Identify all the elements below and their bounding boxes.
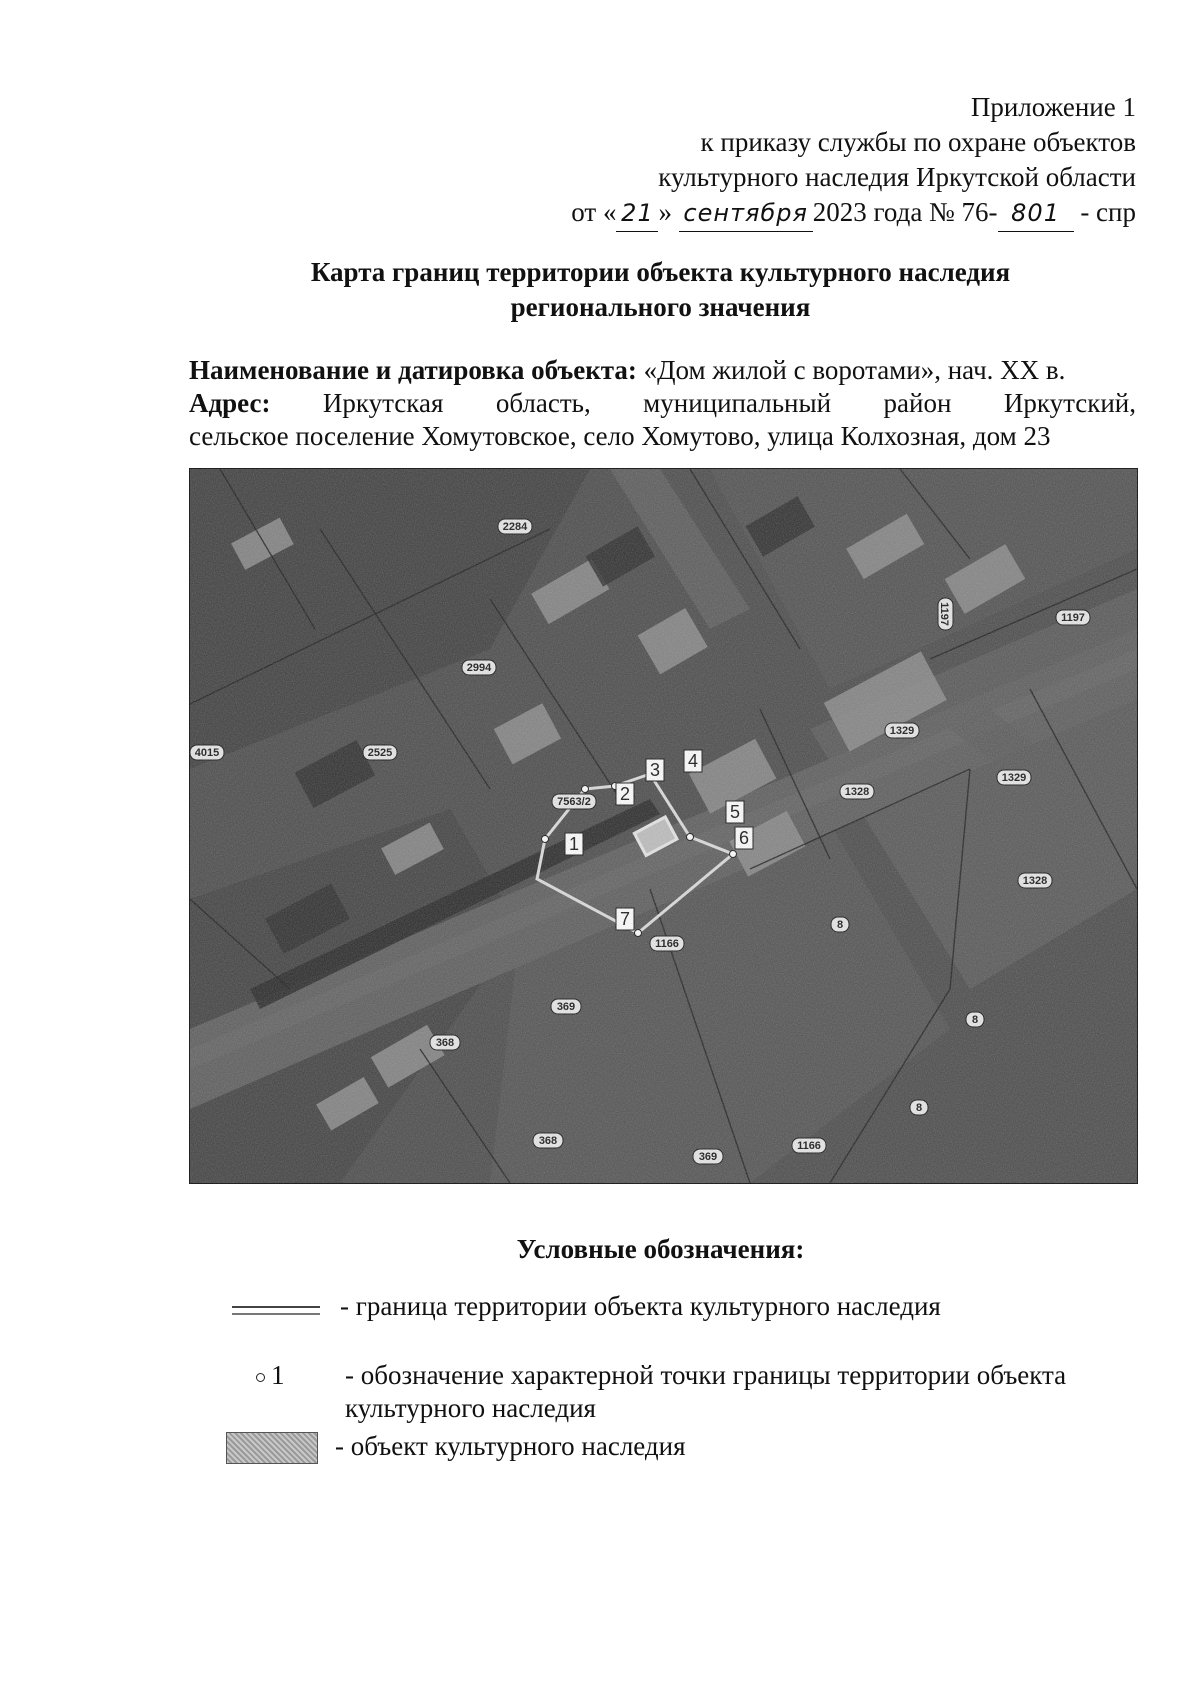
title-line-1: Карта границ территории объекта культурного наследия — [310, 257, 1011, 287]
order-authority: культурного наследия Иркутской области — [658, 162, 1136, 192]
aerial-map — [189, 468, 1138, 1184]
order-month: сентября — [679, 196, 813, 232]
heritage-object-swatch — [226, 1432, 318, 1464]
order-reference: к приказу службы по охране объектов — [700, 127, 1136, 157]
legend-point-text — [345, 1359, 1066, 1425]
appendix-label: Приложение 1 — [970, 92, 1136, 122]
order-year: 2023 года № 76- — [812, 197, 998, 227]
date-mid: » — [658, 197, 672, 227]
address-word: район — [883, 388, 952, 418]
point-symbol — [256, 1359, 285, 1392]
document-header — [571, 90, 1136, 232]
point-symbol-number: 1 — [271, 1360, 285, 1390]
boundary-line-symbol — [232, 1306, 320, 1315]
map-image — [190, 469, 1137, 1183]
legend-point-line-1: - обозначение характерной точки границы территории объекта — [345, 1360, 1067, 1390]
address-word: область, — [495, 388, 591, 418]
legend-object-text: - объект культурного наследия — [335, 1431, 686, 1461]
order-day: 21 — [616, 196, 658, 232]
address-word: муниципальный — [643, 388, 832, 418]
object-name-value: «Дом жилой с воротами», нач. XX в. — [643, 355, 1066, 385]
order-number: 801 — [998, 196, 1074, 232]
object-name-label: Наименование и датировка объекта: — [189, 355, 637, 385]
order-suffix: - спр — [1080, 197, 1136, 227]
address-line-2: сельское поселение Хомутовское, село Хомутово, улица Колхозная, дом 23 — [189, 421, 1051, 451]
object-info — [189, 354, 1136, 453]
title-line-2: регионального значения — [510, 292, 811, 322]
address-word: Иркутский, — [1003, 388, 1136, 418]
legend-boundary-text: - граница территории объекта культурного наследия — [340, 1291, 941, 1321]
point-dot-icon — [256, 1373, 265, 1382]
address-word: Иркутская — [322, 388, 444, 418]
order-date-line — [571, 195, 1136, 232]
legend-point-line-2: культурного наследия — [345, 1393, 596, 1423]
object-name-line — [189, 354, 1136, 387]
legend-title: Условные обозначения: — [516, 1234, 805, 1264]
date-prefix: от « — [571, 197, 617, 227]
document-title — [185, 255, 1136, 325]
address-line-1 — [189, 387, 1136, 420]
address-label: Адрес: — [189, 388, 271, 418]
